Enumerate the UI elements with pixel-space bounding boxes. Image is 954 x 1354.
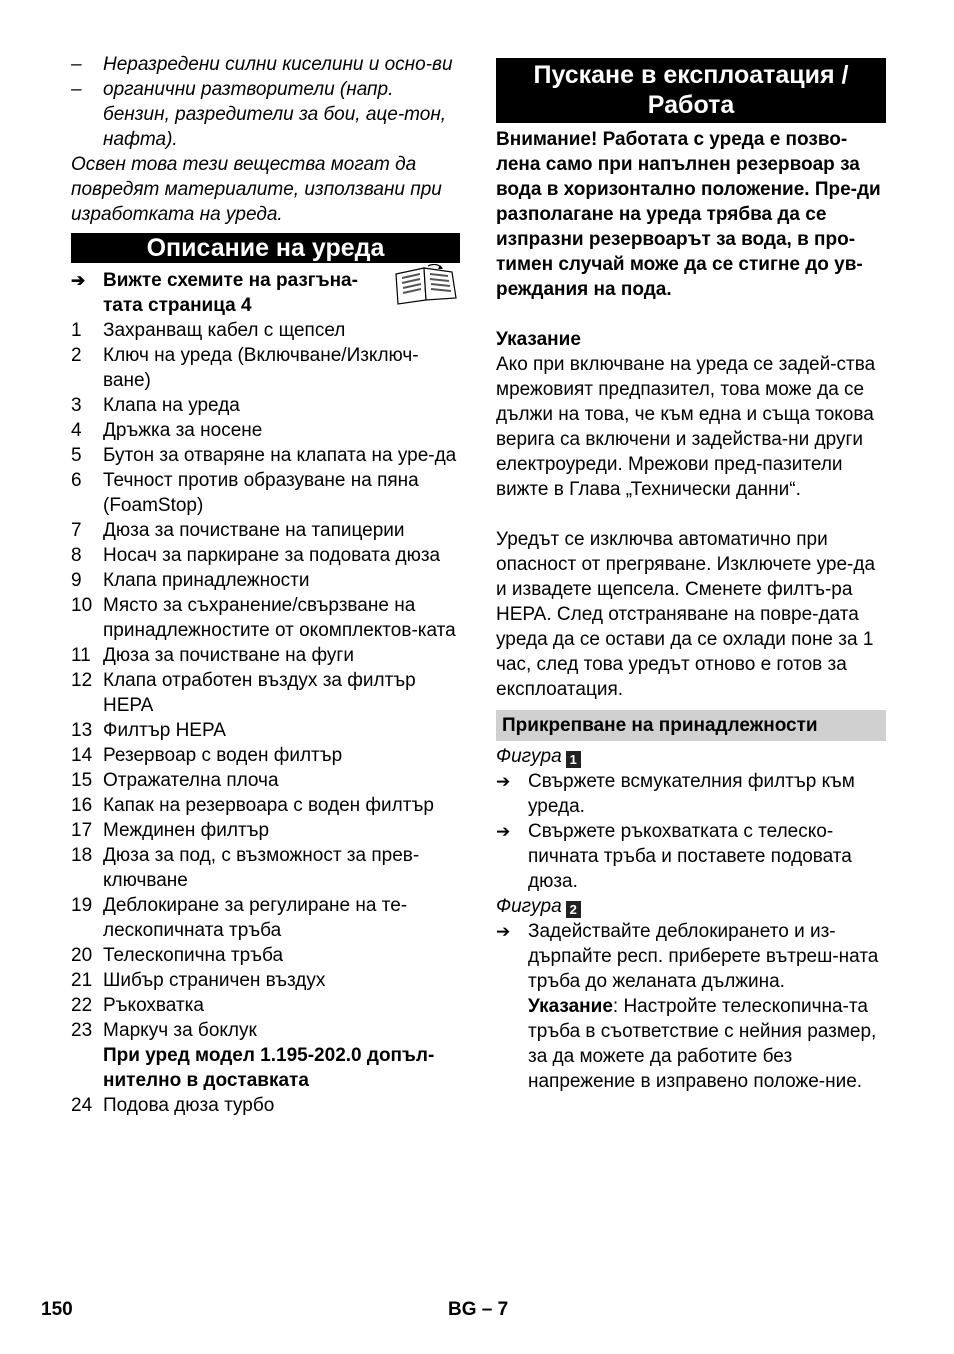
- item-text: Деблокиране за регулиране на те-лескопичната тръба: [103, 895, 408, 941]
- note-paragraph: Ако при включване на уреда се задей-ства мрежовият предпазител, това може да се дължи на това, че към една и съща токова верига са включени и задейства-ни други електроуреди. Мрежови пред-пазители вижте в Глава „Технически данни“.: [496, 354, 876, 500]
- list-item: [71, 668, 460, 718]
- item-text: Филтър HEPA: [103, 720, 226, 741]
- dash-item-text: Неразредени силни киселини и осно-ви: [103, 54, 453, 75]
- list-item: [496, 819, 886, 894]
- item-number: 9: [71, 570, 82, 591]
- item-number: 21: [71, 970, 93, 991]
- section-heading-operation: Пускане в експлоатация / Работа: [496, 58, 886, 123]
- item-number: 12: [71, 670, 93, 691]
- list-item: [71, 1093, 460, 1118]
- item-number: 18: [71, 845, 93, 866]
- arrow-right-icon: ➔: [71, 271, 86, 290]
- item-text: Междинен филтър: [103, 820, 270, 841]
- item-number: 5: [71, 445, 82, 466]
- overheat-paragraph: Уредът се изключва автоматично при опасност от прегряване. Изключете уре-да и извадете щепсела. Сменете филтъ-ра HEPA. След отстраняване на повре-дата уреда да се остави да се охлади поне за 1 час, след това уредът отново е готов за експлоатация.: [496, 529, 876, 700]
- item-text: Дюза за почистване на тапицерии: [103, 520, 405, 541]
- model-note: При уред модел 1.195-202.0 допъл-нително в доставката: [103, 1045, 435, 1091]
- item-text: Дюза за почистване на фуги: [103, 645, 354, 666]
- see-schemes-note: [71, 268, 460, 318]
- list-item: [496, 919, 886, 1094]
- item-number: 13: [71, 720, 93, 741]
- list-item: [71, 793, 460, 818]
- list-item: – органични разтворители (напр. бензин, разредители за бои, аце-тон, нафта).: [71, 77, 460, 152]
- list-item: [71, 943, 460, 968]
- right-column: [496, 58, 886, 1094]
- arrow-right-icon: ➔: [496, 822, 511, 841]
- item-text: Ръкохватка: [103, 995, 204, 1016]
- see-line-1: Вижте схемите на разгъна-: [103, 270, 358, 291]
- left-column: [71, 52, 460, 1118]
- item-text: Клапа на уреда: [103, 395, 240, 416]
- item-number: 20: [71, 945, 93, 966]
- list-item: [71, 743, 460, 768]
- figure-1-label: Фигура 1: [496, 744, 886, 769]
- list-item: [71, 893, 460, 943]
- arrow-right-icon: ➔: [496, 922, 511, 941]
- see-line-2: тата страница 4: [103, 295, 252, 316]
- item-text: Ключ на уреда (Включване/Изключ-ване): [103, 345, 419, 391]
- figure-number-badge: 1: [566, 751, 581, 768]
- list-item: [71, 418, 460, 443]
- item-text: Бутон за отваряне на клапата на уре-да: [103, 445, 457, 466]
- item-text: Капак на резервоара с воден филтър: [103, 795, 434, 816]
- list-item: – Неразредени силни киселини и осно-ви: [71, 54, 453, 75]
- item-text: Носач за паркиране за подовата дюза: [103, 545, 441, 566]
- item-number: 3: [71, 395, 82, 416]
- item-number: 14: [71, 745, 93, 766]
- page-number: 150: [41, 1299, 73, 1320]
- item-number: 16: [71, 795, 93, 816]
- item-text: Дръжка за носене: [103, 420, 263, 441]
- item-text: Дюза за под, с възможност за прев-ключване: [103, 845, 420, 891]
- item-number: 11: [71, 645, 91, 666]
- item-text: Клапа принадлежности: [103, 570, 310, 591]
- figure-2-label: Фигура 2: [496, 894, 886, 919]
- item-number: 7: [71, 520, 82, 541]
- item-text: Клапа отработен въздух за филтър HEPA: [103, 670, 416, 716]
- item-text: Резервоар с воден филтър: [103, 745, 343, 766]
- parts-list: [71, 318, 460, 1043]
- step-text: Свържете ръкохватката с телеско-пичната тръба и поставете подовата дюза.: [528, 821, 852, 892]
- list-item: [71, 343, 460, 393]
- section-heading: Описание на уреда: [71, 233, 460, 263]
- list-item: [71, 393, 460, 418]
- item-text: Течност против образуване на пяна (FoamStop): [103, 470, 419, 516]
- item-number: 4: [71, 420, 82, 441]
- item-number: 2: [71, 345, 82, 366]
- item-text: Място за съхранение/свързване на принадлежностите от окомплектов-ката: [103, 595, 456, 641]
- item-text: Подова дюза турбо: [103, 1095, 275, 1116]
- step-text: Свържете всмукателния филтър към уреда.: [528, 771, 855, 817]
- item-number: 6: [71, 470, 82, 491]
- list-item: [71, 518, 460, 543]
- list-item: [71, 643, 460, 668]
- list-item: [496, 769, 886, 819]
- list-item: [71, 1018, 460, 1043]
- intro-paragraph: Освен това тези вещества могат да повредят материалите, използвани при изработката на уреда.: [71, 154, 442, 225]
- list-item: [71, 543, 460, 568]
- list-item: [71, 993, 460, 1018]
- list-item: [71, 593, 460, 643]
- item-text: Маркуч за боклук: [103, 1020, 257, 1041]
- list-item: [71, 468, 460, 518]
- item-number: 8: [71, 545, 82, 566]
- note-title: Указание: [496, 329, 581, 350]
- dash-item-text: органични разтворители (напр. бензин, разредители за бои, аце-тон, нафта).: [103, 79, 447, 150]
- open-book-icon: [392, 264, 460, 306]
- list-item: [71, 768, 460, 793]
- list-item: [71, 968, 460, 993]
- item-text: Отражателна плоча: [103, 770, 279, 791]
- item-text: Захранващ кабел с щепсел: [103, 320, 346, 341]
- item-text: Телескопична тръба: [103, 945, 284, 966]
- item-number: 10: [71, 595, 93, 616]
- item-number: 23: [71, 1020, 93, 1041]
- item-number: 24: [71, 1095, 93, 1116]
- figure-number-badge: 2: [566, 901, 581, 918]
- item-number: 19: [71, 895, 93, 916]
- warning-paragraph: Внимание! Работата с уреда е позво-лена само при напълнен резервоар за вода в хоризонтално положение. Пре-ди разполагане на уреда трябва да се изпразни резервоарът за вода, в про-тимен случай може да се стигне до ув-реждания на пода.: [496, 129, 881, 300]
- list-item: [71, 568, 460, 593]
- step-text: Задействайте деблокирането и из-дърпайте респ. приберете вътреш-ната тръба до желаната дължина.: [528, 921, 879, 992]
- item-number: 22: [71, 995, 93, 1016]
- step-note-label: Указание: [528, 996, 613, 1017]
- step-note-text: : Настройте телескопична-та тръба в съответствие с нейния размер, за да можете да работите без напрежение в изправено положе-ние.: [528, 996, 877, 1092]
- arrow-right-icon: ➔: [496, 772, 511, 791]
- list-item: [71, 843, 460, 893]
- item-text: Шибър страничен въздух: [103, 970, 326, 991]
- item-number: 1: [71, 320, 82, 341]
- item-number: 17: [71, 820, 93, 841]
- list-item: [71, 818, 460, 843]
- list-item: [71, 318, 460, 343]
- section-code: BG – 7: [448, 1299, 509, 1320]
- list-item: [71, 443, 460, 468]
- list-item: [71, 718, 460, 743]
- item-number: 15: [71, 770, 93, 791]
- subheading-accessories: Прикрепване на принадлежности: [496, 710, 886, 741]
